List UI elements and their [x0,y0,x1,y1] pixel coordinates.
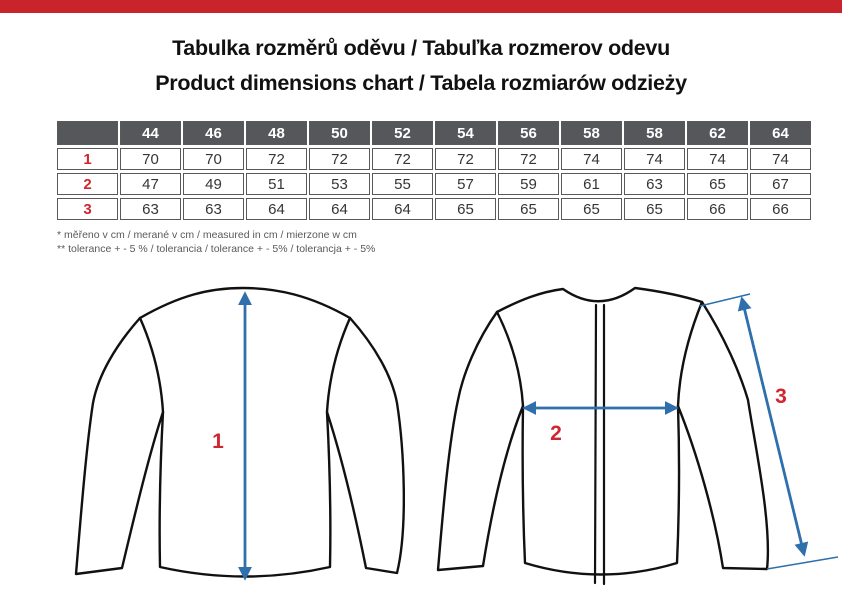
dimension-row [57,173,811,195]
dimension-value-cell: 53 [309,173,370,195]
size-column-header: 48 [246,121,307,145]
chest-dimension-label: 2 [550,422,562,445]
dimension-row-label: 2 [57,173,118,195]
dimension-value-cell: 72 [435,148,496,170]
dimension-row [57,198,811,220]
dimension-value-cell: 65 [687,173,748,195]
size-column-header: 62 [687,121,748,145]
garment-front-view-diagram [425,278,840,600]
dimension-value-cell: 65 [435,198,496,220]
dimension-value-cell: 74 [624,148,685,170]
size-column-header: 50 [309,121,370,145]
dimension-value-cell: 51 [246,173,307,195]
garment-back-view-diagram [60,278,405,600]
dimension-value-cell: 63 [183,198,244,220]
dimension-value-cell: 70 [183,148,244,170]
sleeve-extension-line-bottom [767,557,838,569]
size-column-header: 52 [372,121,433,145]
dimension-value-cell: 72 [372,148,433,170]
corner-cell [57,121,118,145]
jacket-back-outline [76,288,404,577]
length-dimension-label: 1 [212,430,224,453]
dimension-value-cell: 55 [372,173,433,195]
footnotes [57,229,375,256]
size-column-header: 56 [498,121,559,145]
dimension-value-cell: 70 [120,148,181,170]
dimension-value-cell: 72 [498,148,559,170]
dimension-value-cell: 57 [435,173,496,195]
dimension-row-label: 3 [57,198,118,220]
dimension-value-cell: 64 [309,198,370,220]
page-title [0,31,842,101]
zipper-line-left [595,305,596,583]
dimension-value-cell: 65 [561,198,622,220]
footnote-tolerance: ** tolerance + - 5 % / tolerancia / tolerance + - 5% / tolerancja + - 5% [57,242,376,255]
size-dimensions-table [55,118,813,223]
dimension-value-cell: 74 [687,148,748,170]
size-column-header: 64 [750,121,811,145]
size-column-header: 44 [120,121,181,145]
dimension-value-cell: 64 [246,198,307,220]
dimension-value-cell: 59 [498,173,559,195]
dimension-value-cell: 72 [309,148,370,170]
dimension-value-cell: 74 [750,148,811,170]
dimension-value-cell: 65 [624,198,685,220]
size-column-header: 46 [183,121,244,145]
dimension-value-cell: 47 [120,173,181,195]
size-column-header: 54 [435,121,496,145]
title-english-polish: Product dimensions chart / Tabela rozmiarów odzieży [155,71,687,95]
sleeve-dimension-label: 3 [775,385,787,408]
size-table-header [57,121,811,145]
dimension-value-cell: 64 [372,198,433,220]
dimension-value-cell: 67 [750,173,811,195]
size-table-body [57,148,811,220]
red-accent-bar [0,0,842,13]
dimension-value-cell: 65 [498,198,559,220]
dimension-value-cell: 74 [561,148,622,170]
title-czech-slovak: Tabulka rozměrů oděvu / Tabuľka rozmerov odevu [172,36,670,60]
dimension-value-cell: 66 [687,198,748,220]
dimension-row [57,148,811,170]
dimension-value-cell: 63 [624,173,685,195]
size-column-header: 58 [561,121,622,145]
dimension-row-label: 1 [57,148,118,170]
footnote-units: * měřeno v cm / merané v cm / measured in cm / mierzone w cm [57,229,357,241]
size-header-row [57,121,811,145]
dimension-value-cell: 49 [183,173,244,195]
dimension-value-cell: 72 [246,148,307,170]
dimension-value-cell: 61 [561,173,622,195]
dimension-value-cell: 66 [750,198,811,220]
size-column-header: 58 [624,121,685,145]
dimension-value-cell: 63 [120,198,181,220]
